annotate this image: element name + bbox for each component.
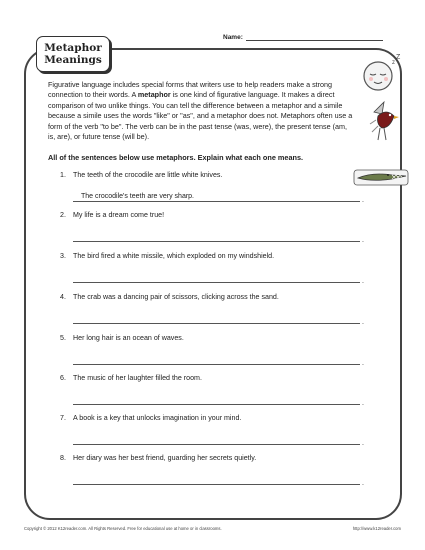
question-number: 1. bbox=[60, 171, 66, 179]
question-text: The music of her laughter filled the room. bbox=[73, 374, 202, 382]
name-label: Name: bbox=[223, 34, 243, 41]
question-number: 7. bbox=[60, 414, 66, 422]
intro-part-2: is one kind of figurative language. It makes a direct comparison of two unlike things. You can tell the difference between a metaphor and a simile because a simile uses the words "like" or "as", and a metaphor does not. Metaphors often use a form of the verb "to be". The verb can be in the past tense (was, were), the present tense (am, is, are), or future tense (will be). bbox=[48, 90, 353, 142]
answer-end-mark: . bbox=[362, 440, 364, 447]
svg-text:Z: Z bbox=[396, 54, 401, 61]
answer-line[interactable] bbox=[73, 233, 360, 242]
footer-url[interactable]: http://www.k12reader.com bbox=[352, 526, 401, 531]
footer-copyright: Copyright © 2012 K12reader.com. All Rights Reserved. Free for educational use at home or in classrooms. bbox=[24, 526, 222, 531]
answer-end-mark: . bbox=[362, 278, 364, 285]
answer-text: The crocodile's teeth are very sharp. bbox=[81, 193, 195, 200]
question-number: 4. bbox=[60, 293, 66, 301]
answer-end-mark: . bbox=[362, 360, 364, 367]
question-text: Her long hair is an ocean of waves. bbox=[73, 334, 184, 342]
sleeping-moon-icon bbox=[358, 52, 408, 98]
svg-text:z: z bbox=[392, 60, 395, 66]
title-line-2: Meanings bbox=[44, 54, 102, 66]
answer-line[interactable] bbox=[73, 476, 360, 485]
answer-line[interactable] bbox=[73, 436, 360, 445]
question-text: A book is a key that unlocks imagination in your mind. bbox=[73, 414, 242, 422]
intro-keyword: metaphor bbox=[137, 90, 171, 100]
answer-end-mark: . bbox=[362, 197, 364, 204]
answer-line[interactable] bbox=[73, 274, 360, 283]
question-text: The crab was a dancing pair of scissors, clicking across the sand. bbox=[73, 293, 279, 301]
question-text: My life is a dream come true! bbox=[73, 211, 165, 219]
name-line[interactable] bbox=[246, 34, 383, 41]
title-line-1: Metaphor bbox=[44, 42, 102, 54]
title-box bbox=[36, 36, 110, 72]
question-text: Her diary was her best friend, guarding her secrets quietly. bbox=[73, 454, 257, 462]
bird-icon bbox=[368, 98, 400, 144]
intro-paragraph bbox=[48, 80, 353, 142]
answer-line[interactable] bbox=[73, 356, 360, 365]
answer-end-mark: . bbox=[362, 480, 364, 487]
answer-line[interactable] bbox=[73, 396, 360, 405]
answer-line[interactable] bbox=[73, 315, 360, 324]
question-text: The bird fired a white missile, which exploded on my windshield. bbox=[73, 252, 275, 260]
question-text: The teeth of the crocodile are little white knives. bbox=[73, 171, 223, 179]
question-number: 8. bbox=[60, 454, 66, 462]
crocodile-icon bbox=[352, 166, 410, 188]
question-number: 2. bbox=[60, 211, 66, 219]
question-number: 5. bbox=[60, 334, 66, 342]
intro-part-1: Figurative language includes special forms that writers use to help readers make a strong connection to their words. A bbox=[48, 80, 333, 100]
answer-line[interactable] bbox=[73, 193, 360, 202]
answer-end-mark: . bbox=[362, 400, 364, 407]
question-number: 3. bbox=[60, 252, 66, 260]
instructions: All of the sentences below use metaphors. Explain what each one means. bbox=[48, 153, 304, 162]
answer-end-mark: . bbox=[362, 319, 364, 326]
question-number: 6. bbox=[60, 374, 66, 382]
name-field bbox=[223, 34, 383, 41]
answer-end-mark: . bbox=[362, 237, 364, 244]
